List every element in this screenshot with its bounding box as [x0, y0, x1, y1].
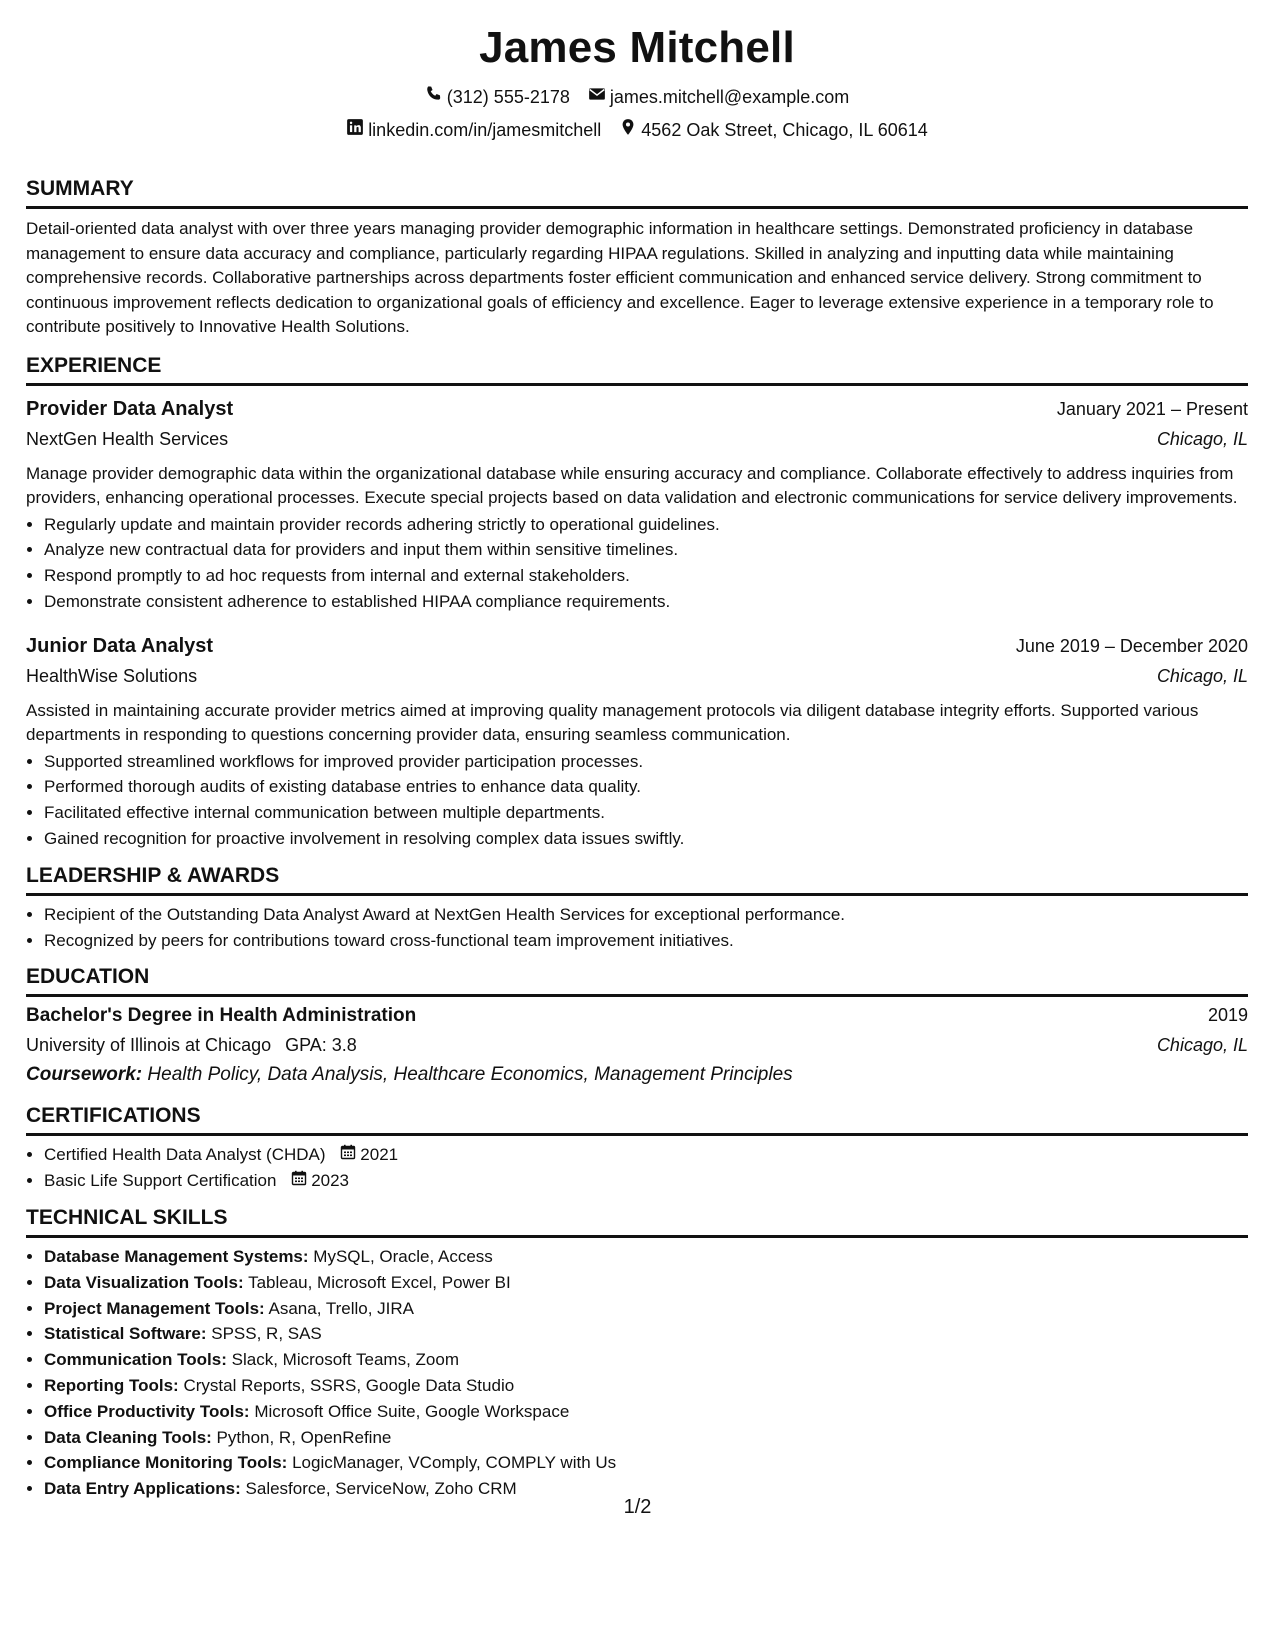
skill-category: Data Entry Applications: [44, 1479, 241, 1499]
linkedin-icon [346, 118, 364, 141]
gpa: GPA: 3.8 [285, 1035, 357, 1056]
calendar-icon [291, 1168, 307, 1194]
linkedin-url[interactable]: linkedin.com/in/jamesmitchell [368, 119, 602, 140]
list-item: • Gained recognition for proactive involvement in resolving complex data issues swiftly. [44, 826, 1248, 852]
list-item: • Performed thorough audits of existing database entries to enhance data quality. [44, 774, 1248, 800]
section-title-experience: EXPERIENCE [26, 354, 1248, 386]
skill-values: SPSS, R, SAS [211, 1324, 322, 1344]
certification-name: Basic Life Support Certification [44, 1171, 277, 1191]
skill-category: Reporting Tools: [44, 1376, 179, 1396]
school-info [26, 1030, 357, 1060]
job-description: Manage provider demographic data within the organizational database while ensuring accuracy and compliance. Collaborate effectively to address inquiries from providers, enhancing operational processes. Execute special projects based on data validation and electronic communications for service delivery improvements. [26, 463, 1238, 507]
degree-title: Bachelor's Degree in Health Administration [26, 1005, 417, 1027]
list-item [44, 1142, 1248, 1168]
phone-icon [425, 85, 443, 108]
job-title: Junior Data Analyst [26, 634, 214, 657]
coursework-label: Coursework: [26, 1064, 143, 1086]
certification-date [291, 1168, 349, 1194]
list-item [44, 1399, 1248, 1425]
education-section [26, 965, 1248, 1090]
skill-category: Data Cleaning Tools: [44, 1427, 212, 1447]
email-contact [588, 85, 849, 108]
address-contact [619, 118, 928, 141]
contact-line-1 [26, 85, 1248, 108]
company-name: HealthWise Solutions [26, 665, 198, 686]
section-title-education: EDUCATION [26, 965, 1248, 997]
certifications-list [26, 1142, 1248, 1194]
skill-category: Database Management Systems: [44, 1247, 309, 1267]
skill-values: LogicManager, VComply, COMPLY with Us [292, 1453, 617, 1473]
map-pin-icon [619, 118, 637, 141]
skills-list [26, 1244, 1248, 1502]
skills-section [26, 1206, 1248, 1502]
certification-name: Certified Health Data Analyst (CHDA) [44, 1145, 326, 1165]
company-name: NextGen Health Services [26, 428, 229, 449]
list-item [44, 1347, 1248, 1373]
list-item: • Respond promptly to ad hoc requests from internal and external stakeholders. [44, 563, 1248, 589]
list-item: • Recognized by peers for contributions toward cross-functional team improvement initiatives. [44, 928, 1248, 954]
skill-values: Python, R, OpenRefine [216, 1427, 392, 1447]
job-bullets [26, 749, 1248, 852]
resume-page [26, 0, 1248, 1502]
street-address: 4562 Oak Street, Chicago, IL 60614 [641, 119, 928, 140]
skill-category: Data Visualization Tools: [44, 1272, 244, 1292]
list-item: • Recipient of the Outstanding Data Analyst Award at NextGen Health Services for exceptional performance. [44, 902, 1248, 928]
skill-values: Asana, Trello, JIRA [268, 1298, 415, 1318]
education-header-row [26, 1001, 1248, 1030]
certification-year: 2023 [311, 1171, 350, 1191]
phone-contact [425, 85, 570, 108]
job-company-row [26, 661, 1248, 691]
job-description: Assisted in maintaining accurate provider metrics aimed at improving quality management protocols via diligent database integrity efforts. Supported various departments in responding to questions concerning provider data, ensuring seamless communication. [26, 700, 1199, 744]
list-item [44, 1296, 1248, 1322]
school-name: University of Illinois at Chicago [26, 1035, 272, 1056]
job-company-row [26, 424, 1248, 454]
skill-values: Crystal Reports, SSRS, Google Data Studio [183, 1376, 515, 1396]
skill-category: Statistical Software: [44, 1324, 207, 1344]
candidate-name: James Mitchell [479, 23, 795, 72]
education-school-row [26, 1030, 1248, 1060]
list-item [44, 1450, 1248, 1476]
list-item: • Supported streamlined workflows for improved provider participation processes. [44, 749, 1248, 775]
skill-values: MySQL, Oracle, Access [313, 1247, 493, 1267]
section-title-certifications: CERTIFICATIONS [26, 1104, 1248, 1136]
email-address[interactable]: james.mitchell@example.com [609, 86, 850, 107]
section-title-skills: TECHNICAL SKILLS [26, 1206, 1248, 1238]
skill-category: Office Productivity Tools: [44, 1401, 250, 1421]
contact-line-2 [26, 118, 1248, 141]
skill-category: Project Management Tools: [44, 1298, 265, 1318]
list-item [44, 1168, 1248, 1194]
skill-values: Slack, Microsoft Teams, Zoom [231, 1350, 459, 1370]
skill-values: Microsoft Office Suite, Google Workspace [254, 1401, 570, 1421]
coursework-list: Health Policy, Data Analysis, Healthcare Economics, Management Principles [147, 1064, 793, 1086]
list-item [44, 1270, 1248, 1296]
job-header-row [26, 394, 1248, 424]
envelope-icon [588, 85, 606, 108]
linkedin-contact [346, 118, 601, 141]
job-location: Chicago, IL [1156, 665, 1248, 686]
skill-category: Compliance Monitoring Tools: [44, 1453, 288, 1473]
summary-text: Detail-oriented data analyst with over three years managing provider demographic information in healthcare settings. Demonstrated proficiency in database management to ensure data accuracy and compliance, particularly regarding HIPAA regulations. Skilled in analyzing and inputting data while maintaining comprehensive records. Collaborative partnerships across departments foster efficient communication and enhanced service delivery. Strong commitment to continuous improvement reflects dedication to organizational goals of efficiency and excellence. Eager to leverage extensive experience in a temporary role to contribute positively to Innovative Health Solutions. [26, 219, 1214, 336]
job-location: Chicago, IL [1156, 428, 1248, 449]
list-item: • Regularly update and maintain provider records adhering strictly to operational guidelines. [44, 512, 1248, 538]
phone-number[interactable]: (312) 555-2178 [446, 86, 570, 107]
awards-list [26, 902, 1248, 954]
school-location: Chicago, IL [1156, 1035, 1248, 1056]
page-number: 1/2 [623, 1496, 652, 1518]
calendar-icon [340, 1142, 356, 1168]
experience-section [26, 354, 1248, 852]
section-title-leadership: LEADERSHIP & AWARDS [26, 864, 1248, 896]
job-entry [26, 394, 1248, 615]
job-bullets [26, 512, 1248, 615]
list-item [44, 1425, 1248, 1451]
job-dates: June 2019 – December 2020 [1015, 635, 1248, 656]
resume-header [26, 0, 1248, 141]
list-item: • Facilitated effective internal communication between multiple departments. [44, 800, 1248, 826]
skill-values: Tableau, Microsoft Excel, Power BI [248, 1272, 511, 1292]
list-item: • Analyze new contractual data for providers and input them within sensitive timelines. [44, 537, 1248, 563]
coursework [26, 1060, 1248, 1090]
job-header-row [26, 631, 1248, 661]
job-title: Provider Data Analyst [26, 397, 234, 420]
list-item: • Demonstrate consistent adherence to established HIPAA compliance requirements. [44, 589, 1248, 615]
list-item [44, 1321, 1248, 1347]
skill-values: Salesforce, ServiceNow, Zoho CRM [245, 1479, 517, 1499]
list-item [44, 1373, 1248, 1399]
skill-category: Communication Tools: [44, 1350, 227, 1370]
job-entry [26, 631, 1248, 852]
certification-year: 2021 [360, 1145, 399, 1165]
graduation-year: 2019 [1207, 1005, 1248, 1026]
leadership-section [26, 864, 1248, 954]
section-title-summary: SUMMARY [26, 177, 1248, 209]
list-item [44, 1244, 1248, 1270]
certifications-section [26, 1104, 1248, 1194]
certification-date [340, 1142, 398, 1168]
summary-section [26, 177, 1248, 340]
job-dates: January 2021 – Present [1056, 398, 1248, 419]
